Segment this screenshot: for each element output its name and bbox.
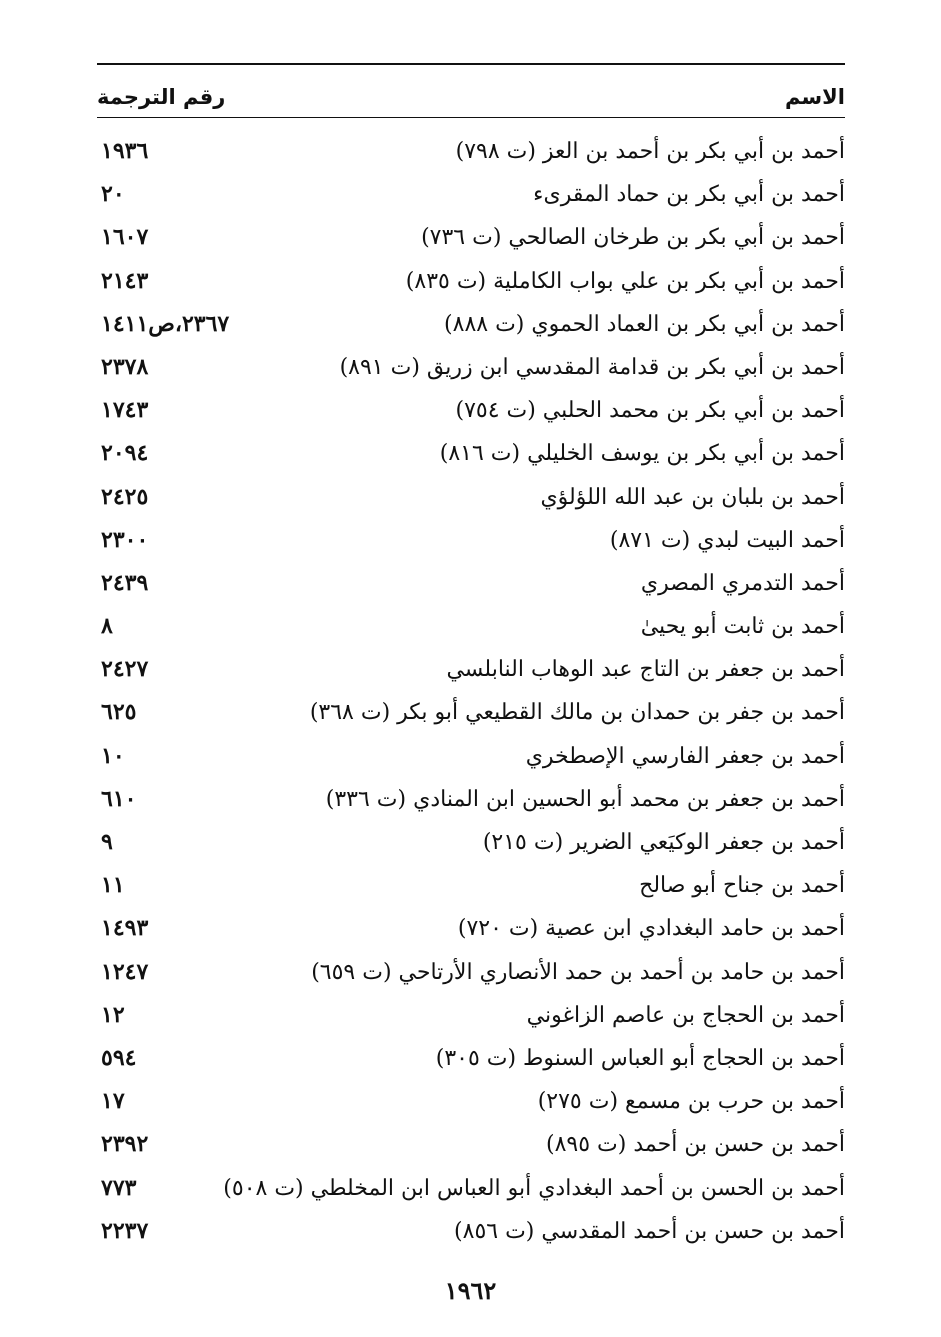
entry-number: ٢٤٣٩	[101, 569, 149, 596]
entry-number: ١٢	[101, 1001, 125, 1028]
index-row	[97, 130, 845, 173]
entry-name: أحمد بن حامد بن أحمد بن حمد الأنصاري الأرتاحي (ت ٦٥٩)	[311, 959, 845, 985]
page-number: ١٩٦٢	[444, 1276, 497, 1305]
entry-name: أحمد بن الحسن بن أحمد البغدادي أبو العباس ابن المخلطي (ت ٥٠٨)	[223, 1175, 845, 1201]
entry-number: ٦١٠	[101, 785, 137, 812]
entry-number: ٥٩٤	[101, 1044, 137, 1071]
entry-number: ٦٢٥	[101, 699, 137, 726]
entry-name: أحمد بن أبي بكر بن يوسف الخليلي (ت ٨١٦)	[439, 441, 845, 467]
top-rule	[97, 63, 845, 65]
entry-number: ١٩٣٦	[101, 138, 149, 164]
entry-number: ٢١٤٣	[101, 267, 149, 294]
index-row	[97, 1167, 845, 1210]
entry-number: ١٢٤٧	[101, 958, 149, 985]
entry-name: أحمد بن أبي بكر بن علي بواب الكاملية (ت ٨٣٥)	[405, 268, 845, 294]
index-row	[97, 1037, 845, 1080]
entry-name: أحمد بن أبي بكر بن قدامة المقدسي ابن زريق (ت ٨٩١)	[339, 354, 845, 380]
entry-name: أحمد بن جعفر بن محمد أبو الحسين ابن المنادي (ت ٣٣٦)	[325, 786, 845, 812]
entry-number: ٢٤٢٧	[101, 656, 149, 683]
index-row	[97, 346, 845, 389]
index-row	[97, 907, 845, 950]
entry-name: أحمد بن جعفر الفارسي الإصطخري	[525, 743, 845, 769]
header-rule	[97, 117, 845, 118]
entry-number: ٢٣٠٠	[101, 526, 149, 553]
index-row	[97, 260, 845, 303]
index-row	[97, 1080, 845, 1123]
entry-name: أحمد بن جفر بن حمدان بن مالك القطيعي أبو بكر (ت ٣٦٨)	[309, 700, 845, 726]
index-row	[97, 994, 845, 1037]
entry-number: ٢٢٣٧	[101, 1217, 149, 1244]
entry-name: أحمد بن جناح أبو صالح	[639, 873, 845, 899]
index-entries	[97, 130, 845, 1253]
index-row	[97, 562, 845, 605]
entry-name: أحمد بن ثابت أبو يحيىٰ	[640, 614, 845, 640]
entry-number: ٢٤٢٥	[101, 483, 149, 510]
entry-number: ٢٣٦٧،ص١٤١١	[101, 310, 230, 337]
entry-name: أحمد بن جعفر بن التاج عبد الوهاب النابلسي	[446, 657, 845, 683]
index-row	[97, 519, 845, 562]
index-row	[97, 648, 845, 691]
entry-name: أحمد بن حسن بن أحمد (ت ٨٩٥)	[546, 1132, 845, 1158]
entry-name: أحمد بن حامد البغدادي ابن عصية (ت ٧٢٠)	[457, 916, 845, 942]
entry-number: ١٧٤٣	[101, 397, 149, 424]
entry-number: ١٧	[101, 1088, 125, 1115]
entry-number: ٢٣٩٢	[101, 1131, 149, 1158]
index-row	[97, 1123, 845, 1166]
entry-name: أحمد البيت لبدي (ت ٨٧١)	[609, 527, 845, 553]
entry-name: أحمد بن حرب بن مسمع (ت ٢٧٥)	[537, 1089, 845, 1115]
entry-number: ٩	[101, 829, 113, 855]
index-row	[97, 864, 845, 907]
entry-number: ١٦٠٧	[101, 224, 149, 251]
entry-number: ٢٠	[101, 181, 125, 208]
index-row	[97, 389, 845, 432]
entry-name: أحمد بن أبي بكر بن حماد المقرىء	[533, 182, 845, 208]
entry-number: ١٤٩٣	[101, 915, 149, 942]
index-row	[97, 216, 845, 259]
entry-number: ٨	[101, 613, 113, 640]
index-row	[97, 605, 845, 648]
entry-name: أحمد التدمري المصري	[640, 570, 845, 596]
index-row	[97, 432, 845, 475]
entry-name: أحمد بن حسن بن أحمد المقدسي (ت ٨٥٦)	[454, 1218, 845, 1244]
index-row	[97, 303, 845, 346]
entry-name: أحمد بن أبي بكر بن أحمد بن العز (ت ٧٩٨)	[455, 139, 845, 164]
entry-number: ٧٧٣	[101, 1174, 137, 1201]
column-header-entry-number: رقم الترجمة	[97, 85, 226, 109]
entry-number: ٢٠٩٤	[101, 440, 149, 467]
index-row	[97, 778, 845, 821]
entry-name: أحمد بن أبي بكر بن العماد الحموي (ت ٨٨٨)	[444, 311, 845, 337]
index-row	[97, 951, 845, 994]
entry-number: ٢٣٧٨	[101, 353, 149, 380]
entry-name: أحمد بن الحجاج بن عاصم الزاغوني	[526, 1002, 845, 1028]
index-row	[97, 173, 845, 216]
index-row	[97, 735, 845, 778]
entry-name: أحمد بن بلبان بن عبد الله اللؤلؤي	[540, 484, 845, 510]
index-row	[97, 1210, 845, 1253]
entry-name: أحمد بن أبي بكر بن طرخان الصالحي (ت ٧٣٦)	[421, 225, 845, 251]
index-row	[97, 691, 845, 734]
entry-name: أحمد بن الحجاج أبو العباس السنوط (ت ٣٠٥)	[435, 1045, 845, 1071]
column-header-name: الاسم	[785, 85, 845, 109]
entry-name: أحمد بن أبي بكر بن محمد الحلبي (ت ٧٥٤)	[455, 398, 845, 424]
entry-number: ١٠	[101, 742, 125, 769]
entry-number: ١١	[101, 872, 125, 899]
index-row	[97, 476, 845, 519]
entry-name: أحمد بن جعفر الوكيَعي الضرير (ت ٢١٥)	[482, 830, 845, 855]
index-row	[97, 821, 845, 864]
